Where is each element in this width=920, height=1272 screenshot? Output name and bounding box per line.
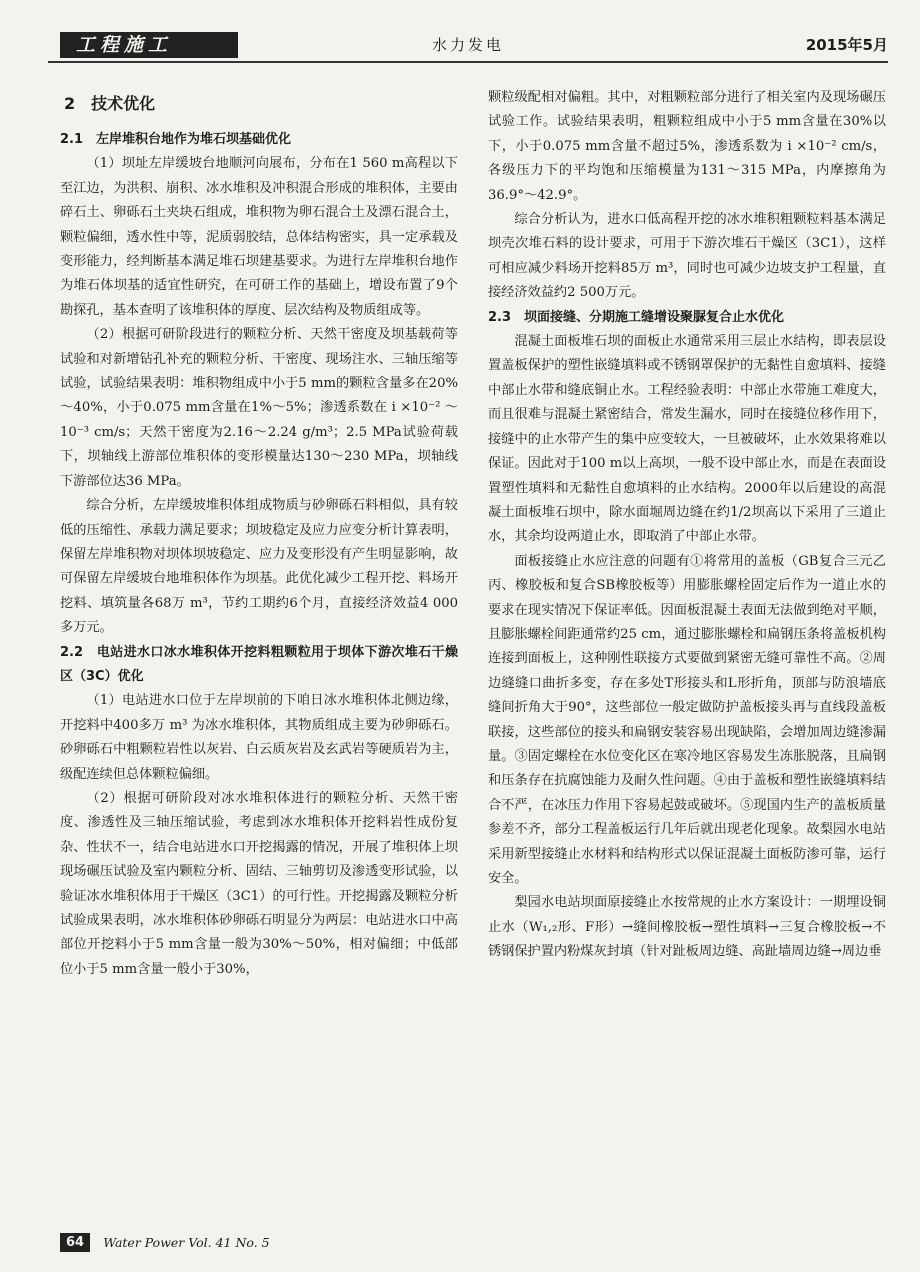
paragraph: （2）根据可研阶段对冰水堆积体进行的颗粒分析、天然干密度、渗透性及三轴压缩试验，考虑到冰水堆积体开挖料岩性成份复杂、性状不一，结合电站进水口开挖揭露的情况，开展了堆积体上坝现场碾压试验及室内颗粒分析、固结、三轴剪切及渗透变形试验，以验证冰水堆积体用于干燥区（3C1）的可行性。开挖揭露及颗粒分析试验成果表明，冰水堆积体砂卵砾石明显分为两层：电站进水口中高部位开挖料小于5 mm含量一般为30%～50%，相对偏细；中低部位小于5 mm含量一般小于30%， bbox=[60, 790, 458, 977]
journal-title: 水力发电 bbox=[431, 36, 504, 54]
header-rule bbox=[48, 61, 888, 63]
section-heading: 2 技术优化 bbox=[64, 94, 156, 113]
page-number: 64 bbox=[60, 1233, 90, 1252]
right-column bbox=[488, 86, 886, 965]
paragraph: 面板接缝止水应注意的问题有①将常用的盖板（GB复合三元乙丙、橡胶板和复合SB橡胶板等）用膨胀螺栓固定后作为一道止水的要求在现实情况下保证率低。因面板混凝土表面无法做到绝对平顺，且膨胀螺栓间距通常约25 cm，通过膨胀螺栓和扁钢压条将盖板机构连接到面板上，这种刚性联接方式要做到紧密无缝可靠性不高。②周边缝缝口曲折多变，存在多处T形接头和L形折角，顶部与防浪墙底缝间折角大于90°，这些部位一般定做防护盖板接头再与直线段盖板联接，这些部位的接头和扁钢安装容易出现缺陷，会增加周边缝渗漏量。③固定螺栓在水位变化区在寒冷地区容易发生冻胀脱落，且扁钢和压条存在抗腐蚀能力及耐久性问题。④由于盖板和塑性嵌缝填料结合不严，在冰压力作用下容易起鼓或破坏。⑤现国内生产的盖板质量参差不齐，部分工程盖板运行几年后就出现老化现象。故梨园水电站采用新型接缝止水材料和结构形式以保证混凝土面板防渗可靠，运行安全。 bbox=[488, 553, 886, 886]
subsection-title-2-2: 2.2 电站进水口冰水堆积体开挖料粗颗粒用于坝体下游次堆石干燥区（3C）优化 bbox=[60, 644, 458, 684]
left-column bbox=[60, 86, 458, 982]
subsection-title-2-1: 2.1 左岸堆积台地作为堆石坝基础优化 bbox=[60, 132, 292, 147]
paragraph: （1）电站进水口位于左岸坝前的下咱日冰水堆积体北侧边缘，开挖料中400多万 m³ 为冰水堆积体，其物质组成主要为砂卵砾石。砂卵砾石中粗颗粒岩性以灰岩、白云质灰岩及玄武岩等硬质岩为主，级配连续但总体颗粒偏细。 bbox=[60, 693, 458, 782]
paragraph: 综合分析认为，进水口低高程开挖的冰水堆积粗颗粒料基本满足坝壳次堆石料的设计要求，可用于下游次堆石干燥区（3C1），这样可相应减少料场开挖料85万 m³，同时也可减少边坡支护工程量，直接经济效益约2 500万元。 bbox=[488, 212, 886, 301]
page-footer bbox=[60, 1232, 270, 1254]
paragraph: 梨园水电站坝面原接缝止水按常规的止水方案设计：一期埋设铜止水（W₁,₂形、F形）→缝间橡胶板→塑性填料→三复合橡胶板→不锈钢保护置内粉煤灰封填（针对趾板周边缝、高趾墙周边缝→周边垂 bbox=[488, 895, 886, 960]
page-header bbox=[48, 24, 888, 64]
footer-journal-info: Water Power Vol. 41 No. 5 bbox=[103, 1235, 270, 1250]
paragraph: （2）根据可研阶段进行的颗粒分析、天然干密度及坝基载荷等试验和对新增钻孔补充的颗粒分析、干密度、现场注水、三轴压缩等试验，试验结果表明：堆积物组成中小于5 mm的颗粒含量多在20%～40%，小于0.075 mm含量在1%～5%；渗透系数在 i ×10⁻² ～10⁻³ cm/s；天然干密度为2.16～2.24 g/m³；2.5 MPa试验荷载下，坝轴线上游部位堆积体的变形模量达130～230 MPa，坝轴线下游部位达36 MPa。 bbox=[60, 327, 458, 489]
paragraph-continued: 颗粒级配相对偏粗。其中，对粗颗粒部分进行了相关室内及现场碾压试验工作。试验结果表明，粗颗粒组成中小于5 mm含量在30%以下，小于0.075 mm含量不超过5%，渗透系数为 i ×10⁻² cm/s，各级压力下的平均饱和压缩模量为131～315 MPa，内摩擦角为36.9°～42.9°。 bbox=[488, 90, 886, 203]
subsection-title-2-3: 2.3 坝面接缝、分期施工缝增设聚脲复合止水优化 bbox=[488, 309, 785, 325]
paragraph: （1）坝址左岸缓坡台地顺河向展布，分布在1 560 m高程以下至江边，为洪积、崩积、冰水堆积及冲积混合形成的堆积体，主要由碎石土、卵砾石土夹块石组成，堆积物为卵石混合土及漂石混合土，颗粒偏细，透水性中等，泥质弱胶结，总体结构密实，具一定承载及变形能力，经判断基本满足堆石坝建基要求。为进行左岸堆积台地作为堆石体坝基的适宜性研究，在可研工作的基础上，增设布置了9个勘探孔，基本查明了该堆积体的厚度、层次结构及物质组成等。 bbox=[60, 156, 458, 318]
paragraph: 混凝土面板堆石坝的面板止水通常采用三层止水结构，即表层设置盖板保护的塑性嵌缝填料或不锈钢罩保护的无黏性自愈填料、接缝中部止水带和缝底铜止水。工程经验表明：中部止水带施工难度大，而且很难与混凝土紧密结合，常发生漏水，同时在接缝位移作用下，接缝中的止水带产生的集中应变较大，一旦被破坏，止水效果将难以保证。因此对于100 m以上高坝，一般不设中部止水，而是在表面设置塑性填料和无黏性自愈填料的止水结构。2000年以后建设的高混凝土面板堆石坝中，除水面堀周边缝在约1/2坝高以下采用了三道止水，其余均设两道止水，即取消了中部止水带。 bbox=[488, 334, 886, 545]
issue-date: 2015年5月 bbox=[805, 36, 888, 54]
paragraph: 综合分析，左岸缓坡堆积体组成物质与砂卵砾石料相似，具有较低的压缩性、承载力满足要求；坝坡稳定及应力应变分析计算表明，保留左岸堆积物对坝体坝坡稳定、应力及变形没有产生明显影响，故可保留左岸缓坡台地堆积体作为坝基。此优化减少工程开挖、料场开挖料、填筑量各68万 m³，节约工期约6个月，直接经济效益4 000多万元。 bbox=[60, 498, 458, 636]
section-tag-text: 工程施工 bbox=[76, 34, 173, 56]
